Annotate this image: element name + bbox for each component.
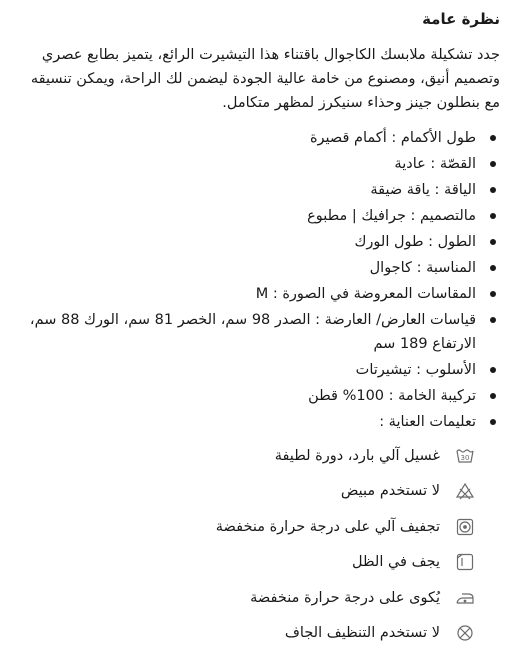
care-label: لا تستخدم مبيض <box>340 483 440 500</box>
spec-fit <box>12 152 500 176</box>
care-instructions <box>12 438 500 651</box>
wash-temp-text: 30 <box>460 453 470 462</box>
care-label: لا تستخدم التنظيف الجاف <box>284 625 440 642</box>
section-title: نظرة عامة <box>422 10 500 28</box>
spec-collar <box>12 178 500 202</box>
tumble-dry-low-icon <box>454 516 476 538</box>
spec-size-shown <box>12 282 500 306</box>
bullet-icon <box>490 161 496 167</box>
bullet-icon <box>490 393 496 399</box>
spec-text: المقاسات المعروضة في الصورة : M <box>255 286 476 302</box>
spec-text: مالتصميم : جرافيك | مطبوع <box>307 208 476 224</box>
care-item-tumble-dry <box>12 509 500 545</box>
bullet-icon <box>490 187 496 193</box>
spec-text: الياقة : ياقة ضيقة <box>370 182 476 198</box>
product-description: جدد تشكيلة ملابسك الكاجوال باقتناء هذا التيشيرت الرائع، يتميز بطابع عصري وتصميم أنيق، ومصنوع من خامة عالية الجودة ليضمن لك الراحة، ويمكن تنسيقه مع بنطلون جينز وحذاء سنيكرز لمظهر متكامل. <box>30 47 500 111</box>
spec-material <box>12 384 500 408</box>
bullet-icon <box>490 317 496 323</box>
spec-occasion <box>12 256 500 280</box>
bullet-icon <box>490 291 496 297</box>
wash-30-icon <box>454 445 476 467</box>
spec-design <box>12 204 500 228</box>
bullet-icon <box>490 135 496 141</box>
bullet-icon <box>490 419 496 425</box>
dry-in-shade-icon <box>454 551 476 573</box>
spec-text: طول الأكمام : أكمام قصيرة <box>309 130 476 146</box>
care-label: غسيل آلي بارد، دورة لطيفة <box>274 447 440 464</box>
spec-text: الطول : طول الورك <box>354 234 476 250</box>
spec-text: قياسات العارض/ العارضة : الصدر 98 سم، الخصر 81 سم، الورك 88 سم، الارتفاع 189 سم <box>29 312 476 352</box>
spec-text: المناسبة : كاجوال <box>369 260 476 276</box>
care-item-dry-clean <box>12 616 500 652</box>
care-item-iron <box>12 580 500 616</box>
care-item-wash <box>12 438 500 474</box>
care-item-dry-shade <box>12 545 500 581</box>
spec-length <box>12 230 500 254</box>
spec-care-heading <box>12 410 500 434</box>
bullet-icon <box>490 265 496 271</box>
bullet-icon <box>490 213 496 219</box>
spec-model-measurements <box>12 308 500 356</box>
bullet-icon <box>490 239 496 245</box>
spec-text: تركيبة الخامة : 100% قطن <box>308 388 476 404</box>
no-bleach-icon <box>454 480 476 502</box>
spec-text: تعليمات العناية : <box>379 414 476 430</box>
iron-low-icon <box>454 587 476 609</box>
care-label: يجف في الظل <box>352 554 440 571</box>
bullet-icon <box>490 367 496 373</box>
spec-text: القصّة : عادية <box>394 156 476 172</box>
spec-sleeve-length <box>12 126 500 150</box>
care-item-bleach <box>12 474 500 510</box>
spec-style <box>12 358 500 382</box>
specs-list <box>12 126 500 434</box>
no-dry-clean-icon <box>454 622 476 644</box>
spec-text: الأسلوب : تيشيرتات <box>355 362 476 378</box>
care-label: يُكوى على درجة حرارة منخفضة <box>250 589 440 606</box>
care-label: تجفيف آلي على درجة حرارة منخفضة <box>215 518 440 535</box>
